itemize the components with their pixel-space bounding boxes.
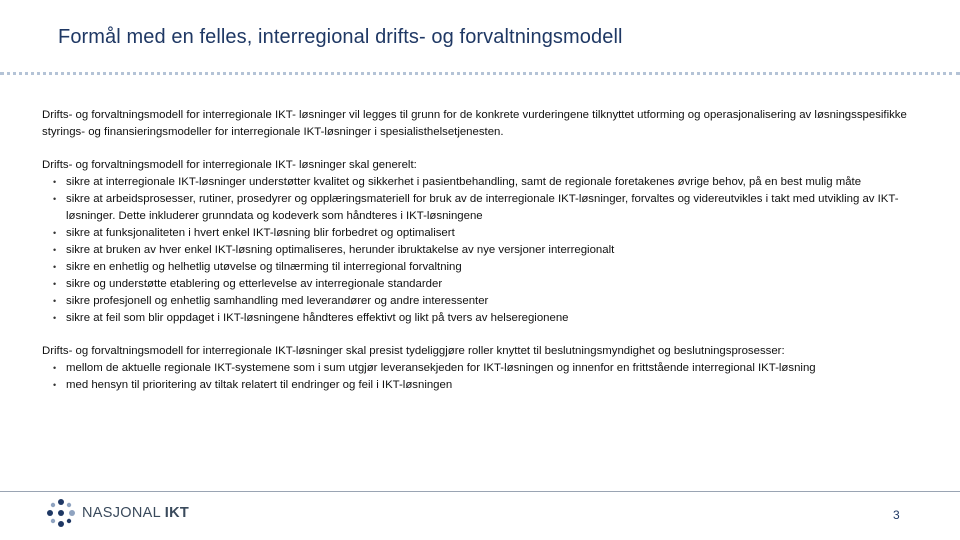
logo-dot xyxy=(67,503,71,507)
footer-divider xyxy=(0,491,960,492)
title-divider xyxy=(0,72,960,75)
list-item: • sikre at bruken av hver enkel IKT-løsning optimaliseres, herunder ibruktakelse av nye versjoner interregionalt xyxy=(42,242,927,259)
list-item: • sikre at interregionale IKT-løsninger understøtter kvalitet og sikkerhet i pasientbehandling, samt de regionale foretakenes øvrige behov, på en best mulig måte xyxy=(42,174,927,191)
logo-dot xyxy=(67,519,71,523)
list-item: • sikre at feil som blir oppdaget i IKT-løsningene håndteres effektivt og likt på tvers av helseregionene xyxy=(42,310,927,327)
logo-dot xyxy=(58,499,64,505)
list-item: • med hensyn til prioritering av tiltak relatert til endringer og feil i IKT-løsningen xyxy=(42,377,927,394)
section-general xyxy=(42,157,927,327)
page-number: 3 xyxy=(893,508,900,522)
logo-dot xyxy=(58,521,64,527)
brand-name-part: IKT xyxy=(164,505,190,521)
section-roles xyxy=(42,343,927,394)
logo-dot xyxy=(51,519,55,523)
intro-paragraph: Drifts- og forvaltningsmodell for interregionale IKT- løsninger vil legges til grunn for de konkrete vurderingene tilknyttet utforming og operasjonalisering av løsningsspesifikke styrings- og finansieringsmodeller for interregionale IKT-løsninger i spesialisthelsetjenesten. xyxy=(42,109,907,138)
list-item: • mellom de aktuelle regionale IKT-systemene som i sum utgjør leveransekjeden for IKT-løsningen og innenfor en frittstående interregional IKT-løsning xyxy=(42,360,927,377)
list-item: • sikre profesjonell og enhetlig samhandling med leverandører og andre interessenter xyxy=(42,293,927,310)
brand-name-part: NASJONAL xyxy=(82,505,165,521)
brand-name xyxy=(82,505,189,521)
logo-dot xyxy=(51,503,55,507)
logo-dot xyxy=(58,510,64,516)
list-item: • sikre at arbeidsprosesser, rutiner, prosedyrer og opplæringsmateriell for bruk av de interregionale IKT-løsninger, forvaltes og videreutvikles i takt med utvikling av IKT-løsninger. Dette inkluderer grunndata og kodeverk som håndteres i IKT-løsningene xyxy=(42,191,927,225)
logo-dot xyxy=(69,510,75,516)
list-item: • sikre at funksjonaliteten i hvert enkel IKT-løsning blir forbedret og optimalisert xyxy=(42,225,927,242)
nasjonal-ikt-logo-icon xyxy=(46,498,76,528)
slide-content xyxy=(42,107,927,410)
section-roles-list xyxy=(42,360,927,394)
slide-title: Formål med en felles, interregional drifts- og forvaltningsmodell xyxy=(58,26,623,48)
list-item: • sikre og understøtte etablering og etterlevelse av interregionale standarder xyxy=(42,276,927,293)
section-roles-heading: Drifts- og forvaltningsmodell for interregionale IKT-løsninger skal presist tydeliggjøre roller knyttet til beslutningsmyndighet og beslutningsprosesser: xyxy=(42,345,785,357)
list-item: • sikre en enhetlig og helhetlig utøvelse og tilnærming til interregional forvaltning xyxy=(42,259,927,276)
logo-dot xyxy=(47,510,53,516)
section-general-heading: Drifts- og forvaltningsmodell for interregionale IKT- løsninger skal generelt: xyxy=(42,159,417,171)
section-general-list xyxy=(42,174,927,327)
